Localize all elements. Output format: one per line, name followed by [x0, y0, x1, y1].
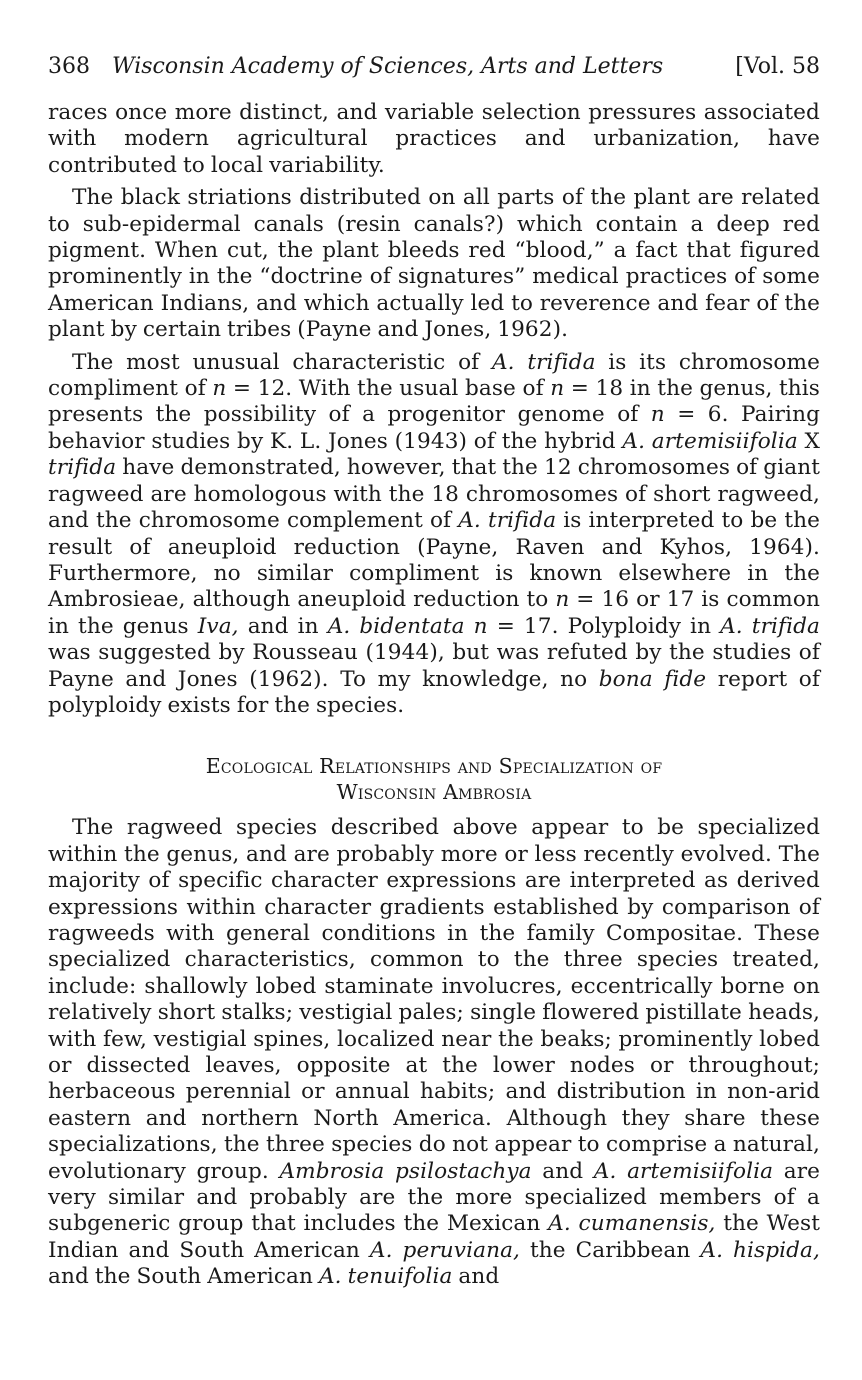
species-name: A. cumanensis, — [548, 1211, 716, 1237]
paragraph-4 — [48, 815, 820, 1290]
text-run: = 16 or 17 is common in the genus — [48, 587, 820, 639]
text-run: was suggested by Rousseau (1944), but was refuted by the studies of Payne and Jones (1962). To my knowledge, no — [48, 640, 820, 692]
text-run: have demonstrated, however, that the 12 chromosomes of giant ragweed are homologous with the 18 chromosomes of short ragweed, and the chromosome complement of — [48, 455, 820, 534]
text-run: The most unusual characteristic of — [72, 349, 492, 375]
species-name: A. trifida — [458, 508, 557, 534]
text-run: = 17. Polyploidy in — [487, 613, 721, 639]
section-heading-line-1: Ecological Relationships and Specialization of — [205, 754, 663, 779]
text-run: is interpreted to be the result of aneuploid reduction (Payne, Raven and Kyhos, 1964). Furthermore, no similar compliment is known elsewhere in the Ambrosieae, although aneuploid reduction to — [48, 508, 821, 613]
journal-title: Wisconsin Academy of Sciences, Arts and Letters — [112, 54, 664, 79]
species-name: trifida — [48, 455, 117, 481]
text-run: X — [797, 428, 821, 454]
variable-n: n — [650, 402, 665, 428]
text-run: and in — [238, 613, 328, 639]
text-run: are very similar and probably are the more specialized members of a subgeneric group that includes the Mexican — [48, 1158, 820, 1237]
text-run: and — [452, 1264, 500, 1290]
paragraph-2: The black striations distributed on all parts of the plant are related to sub-epidermal canals (resin canals?) which contain a deep red pigment. When cut, the plant bleeds red “blood,” a fact that figured prominently in the “doctrine of signatures” medical practices of some American Indians, and which actually led to reverence and fear of the plant by certain tribes (Payne and Jones, 1962). — [48, 185, 820, 343]
paragraph-1: races once more distinct, and variable selection pressures associated with modern agricultural practices and urbanization, have contributed to local variability. — [48, 100, 820, 178]
variable-n: n — [550, 376, 565, 402]
text-run: = 18 in the genus, this presents the possibility of a progenitor genome of — [48, 376, 820, 428]
variable-n: n — [555, 587, 570, 613]
page-number: 368 — [48, 54, 90, 79]
section-heading-line-2: Wisconsin Ambrosia — [336, 780, 532, 805]
section-heading — [48, 753, 820, 805]
text-run: the Caribbean — [520, 1237, 701, 1263]
text-run: = 12. With the usual base of — [226, 376, 551, 402]
text-run: and the South American — [48, 1264, 319, 1290]
species-name: A. trifida — [720, 613, 821, 639]
species-name: Ambrosia psilostachya — [279, 1158, 532, 1184]
species-name: A. tenuifolia — [318, 1264, 453, 1290]
running-head — [48, 52, 820, 82]
species-name: A. artemisiifolia — [622, 428, 798, 454]
paragraph-3 — [48, 350, 820, 720]
species-name: A. peruviana, — [369, 1237, 521, 1263]
variable-n: n — [212, 376, 227, 402]
latin-phrase: bona fide — [598, 666, 707, 692]
species-name: A. trifida — [491, 349, 596, 375]
text-run: The ragweed species described above appear to be specialized within the genus, and are probably more or less recently evolved. The majority of specific character expressions are interpreted as derived expressions within character gradients established by comparison of ragweeds with general conditions in the family Compositae. These specialized characteristics, common to the three species treated, include: shallowly lobed staminate involucres, eccentrically borne on relatively short stalks; vestigial pales; single flowered pistillate heads, with few, vestigial spines, localized near the beaks; prominently lobed or dissected leaves, opposite at the lower nodes or throughout; herbaceous perennial or annual habits; and distribution in non-arid eastern and northern North America. Although they share these specializations, the three species do not appear to comprise a natural, evolutionary group. — [48, 815, 820, 1184]
species-name: A. artemisiifolia — [593, 1158, 774, 1184]
text-run: is its chromosome compliment of — [48, 349, 820, 402]
text-run: = 6. Pairing behavior studies by K. L. Jones (1943) of the hybrid — [48, 402, 820, 454]
page — [48, 52, 820, 1291]
text-run: report of polyploidy exists for the species. — [48, 666, 820, 718]
text-run: and — [531, 1158, 594, 1184]
species-name: A. bidentata n — [327, 613, 488, 639]
text-run: the West Indian and South American — [48, 1211, 820, 1263]
volume-label: [Vol. 58 — [735, 54, 820, 79]
genus-name: Iva, — [197, 613, 239, 639]
species-name: A. hispida, — [700, 1237, 820, 1263]
